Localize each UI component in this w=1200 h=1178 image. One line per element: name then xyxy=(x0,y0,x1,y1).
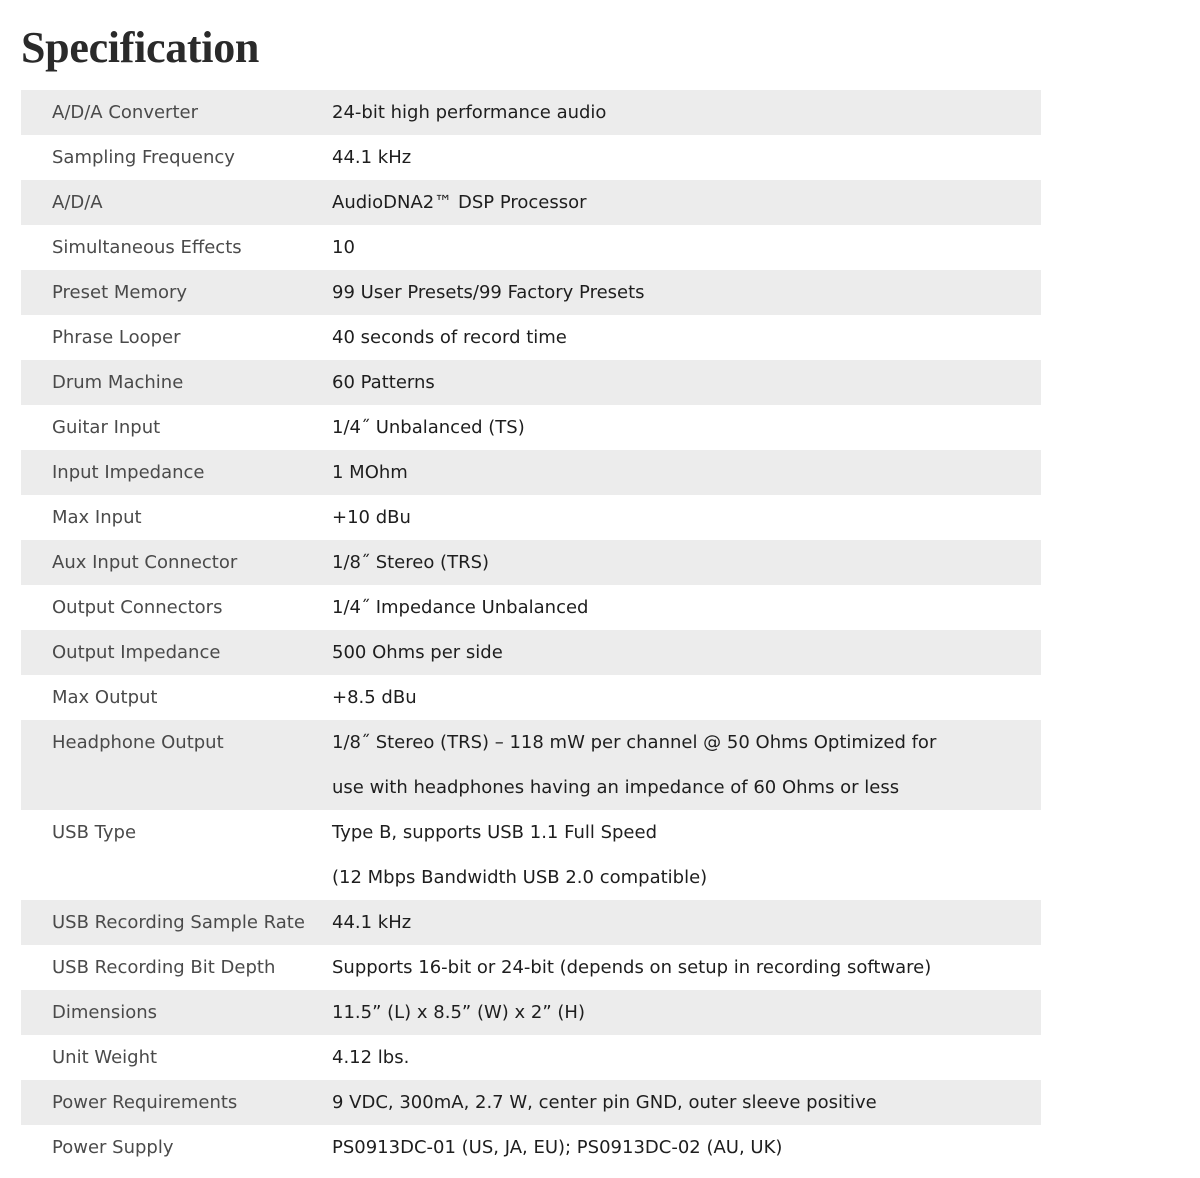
spec-label: Guitar Input xyxy=(52,417,161,438)
spec-row xyxy=(21,90,1041,135)
spec-row xyxy=(21,1125,1041,1170)
spec-value-line: 1/8˝ Stereo (TRS) xyxy=(332,552,490,573)
spec-row xyxy=(21,405,1041,450)
spec-label: A/D/A xyxy=(52,192,103,213)
spec-value xyxy=(332,360,1041,405)
spec-value-line: +10 dBu xyxy=(332,507,411,528)
spec-row xyxy=(21,1080,1041,1125)
spec-label: USB Recording Bit Depth xyxy=(52,957,276,978)
spec-value xyxy=(332,720,1041,810)
spec-value xyxy=(332,945,1041,990)
spec-value-line: PS0913DC-01 (US, JA, EU); PS0913DC-02 (AU, UK) xyxy=(332,1137,783,1158)
spec-value-line: 11.5” (L) x 8.5” (W) x 2” (H) xyxy=(332,1002,585,1023)
spec-value-line: Supports 16-bit or 24-bit (depends on setup in recording software) xyxy=(332,957,932,978)
spec-value xyxy=(332,990,1041,1035)
spec-value xyxy=(332,540,1041,585)
spec-value xyxy=(332,315,1041,360)
spec-value xyxy=(332,405,1041,450)
spec-value-line: 4.12 lbs. xyxy=(332,1047,410,1068)
spec-row xyxy=(21,540,1041,585)
spec-row xyxy=(21,450,1041,495)
spec-value-line: (12 Mbps Bandwidth USB 2.0 compatible) xyxy=(332,867,708,888)
spec-row xyxy=(21,360,1041,405)
spec-row xyxy=(21,315,1041,360)
spec-value-line: 1/8˝ Stereo (TRS) – 118 mW per channel @ 50 Ohms Optimized for xyxy=(332,732,937,753)
spec-row xyxy=(21,225,1041,270)
spec-value-line: 1/4˝ Unbalanced (TS) xyxy=(332,417,525,438)
spec-value-line: 9 VDC, 300mA, 2.7 W, center pin GND, outer sleeve positive xyxy=(332,1092,877,1113)
spec-row xyxy=(21,810,1041,900)
spec-row xyxy=(21,675,1041,720)
spec-value-line: AudioDNA2™ DSP Processor xyxy=(332,192,587,213)
spec-value-line: 10 xyxy=(332,237,355,258)
spec-label: USB Recording Sample Rate xyxy=(52,912,305,933)
spec-value xyxy=(332,1080,1041,1125)
spec-value-line: 500 Ohms per side xyxy=(332,642,503,663)
spec-value-line: 40 seconds of record time xyxy=(332,327,567,348)
spec-label: Preset Memory xyxy=(52,282,188,303)
spec-label: Phrase Looper xyxy=(52,327,181,348)
spec-value-line: 44.1 kHz xyxy=(332,147,412,168)
spec-label: Input Impedance xyxy=(52,462,205,483)
spec-label: Max Output xyxy=(52,687,158,708)
spec-label: Output Connectors xyxy=(52,597,223,618)
spec-value-line: 44.1 kHz xyxy=(332,912,412,933)
spec-value xyxy=(332,1035,1041,1080)
spec-label: USB Type xyxy=(52,822,137,843)
spec-row xyxy=(21,495,1041,540)
spec-label: Output Impedance xyxy=(52,642,221,663)
spec-table xyxy=(21,90,1041,1170)
spec-label: Headphone Output xyxy=(52,732,224,753)
spec-value-line: 1 MOhm xyxy=(332,462,408,483)
spec-value-line: 60 Patterns xyxy=(332,372,435,393)
spec-value xyxy=(332,900,1041,945)
spec-label: Drum Machine xyxy=(52,372,184,393)
spec-row xyxy=(21,585,1041,630)
spec-label: Max Input xyxy=(52,507,142,528)
spec-label: Sampling Frequency xyxy=(52,147,235,168)
spec-row xyxy=(21,945,1041,990)
spec-value xyxy=(332,1125,1041,1170)
spec-value xyxy=(332,450,1041,495)
spec-value xyxy=(332,630,1041,675)
spec-row xyxy=(21,630,1041,675)
spec-value xyxy=(332,585,1041,630)
spec-label: Power Supply xyxy=(52,1137,174,1158)
spec-value-line: use with headphones having an impedance of 60 Ohms or less xyxy=(332,777,900,798)
spec-label: Simultaneous Effects xyxy=(52,237,242,258)
page-title: Specification xyxy=(21,23,260,72)
spec-row xyxy=(21,180,1041,225)
spec-value-line: 99 User Presets/99 Factory Presets xyxy=(332,282,645,303)
spec-value xyxy=(332,270,1041,315)
spec-row xyxy=(21,270,1041,315)
spec-value-line: +8.5 dBu xyxy=(332,687,417,708)
spec-label: Unit Weight xyxy=(52,1047,158,1068)
spec-value xyxy=(332,810,1041,900)
spec-value-line: 1/4˝ Impedance Unbalanced xyxy=(332,597,589,618)
spec-value xyxy=(332,135,1041,180)
spec-row xyxy=(21,1035,1041,1080)
spec-row xyxy=(21,900,1041,945)
spec-value xyxy=(332,225,1041,270)
spec-value xyxy=(332,180,1041,225)
spec-value xyxy=(332,90,1041,135)
spec-label: A/D/A Converter xyxy=(52,102,198,123)
spec-label: Aux Input Connector xyxy=(52,552,238,573)
spec-value xyxy=(332,675,1041,720)
spec-row xyxy=(21,720,1041,810)
spec-value-line: 24-bit high performance audio xyxy=(332,102,607,123)
spec-row xyxy=(21,990,1041,1035)
spec-value-line: Type B, supports USB 1.1 Full Speed xyxy=(332,822,658,843)
spec-label: Dimensions xyxy=(52,1002,158,1023)
spec-row xyxy=(21,135,1041,180)
spec-label: Power Requirements xyxy=(52,1092,238,1113)
spec-value xyxy=(332,495,1041,540)
